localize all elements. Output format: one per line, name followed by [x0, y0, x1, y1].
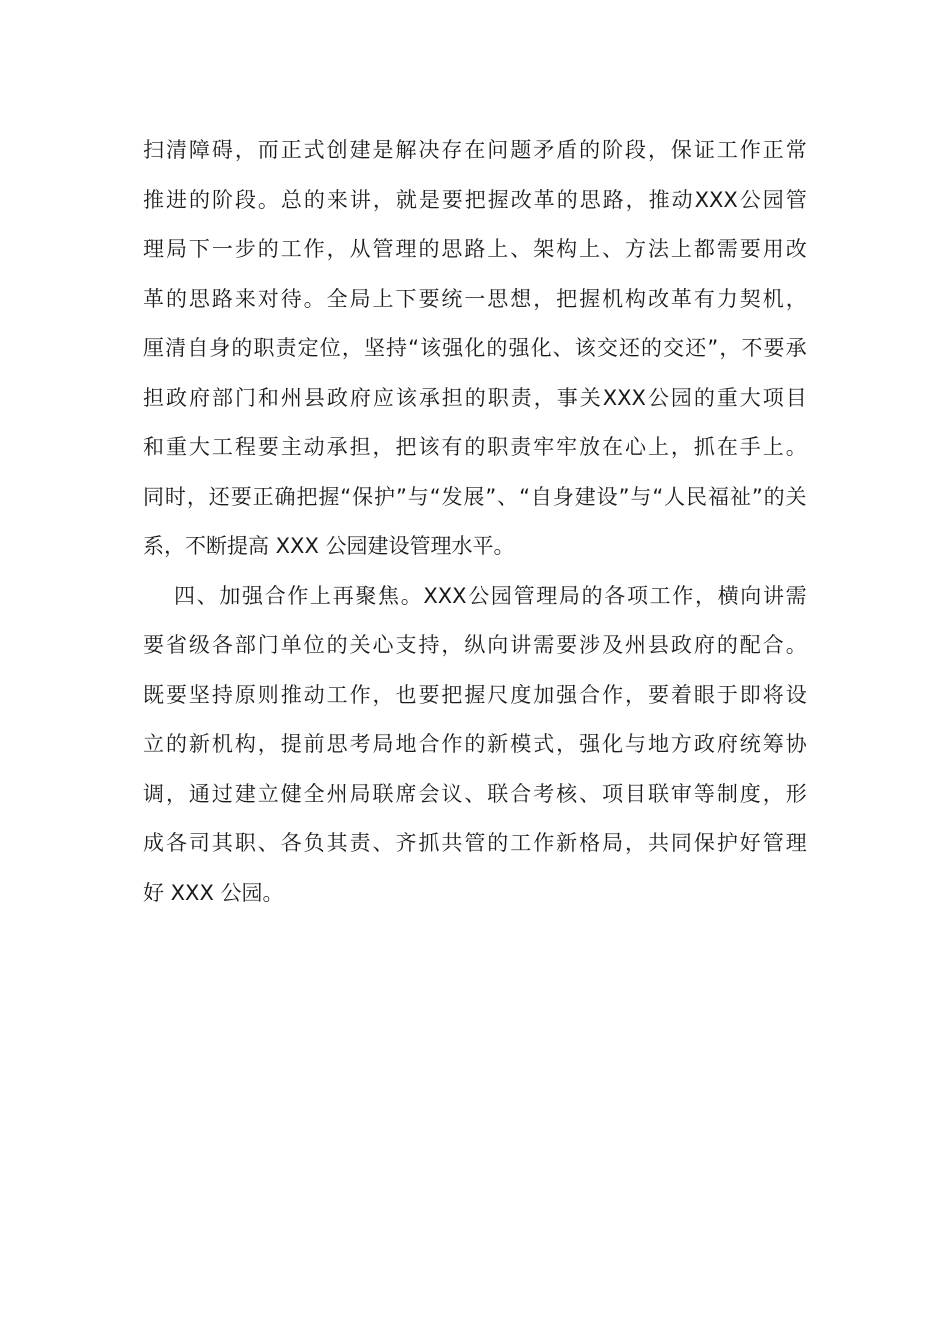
- text-line: 理 局 下 一 步 的 工 作 ， 从 管 理 的 思 路 上 、 架 构 上 、 方 法 上 都 需 要 用 改: [143, 237, 807, 261]
- text-line: 厘 清 自 身 的 职 责 定 位 ， 坚 持 “ 该 强 化 的 强 化 、 该 交 还 的 交 还 ” ， 不 要 承: [143, 336, 807, 360]
- text-line: 四 、 加 强 合 作 上 再 聚 焦 。 XXX 公 园 管 理 局 的 各 项 工 作 ， 横 向 讲 需: [174, 583, 807, 608]
- text-line: 既 要 坚 持 原 则 推 动 工 作 ， 也 要 把 握 尺 度 加 强 合 作 ， 要 着 眼 于 即 将 设: [143, 682, 807, 707]
- text-line: 推 进 的 阶 段 。 总 的 来 讲 ， 就 是 要 把 握 改 革 的 思 路 ， 推 动 XXX 公 园 管: [143, 187, 807, 212]
- text-line: 革 的 思 路 来 对 待 。 全 局 上 下 要 统 一 思 想 ， 把 握 机 构 改 革 有 力 契 机 ，: [143, 286, 807, 311]
- document-body: [143, 126, 807, 918]
- text-line: 调 ， 通 过 建 立 健 全 州 局 联 席 会 议 、 联 合 考 核 、 项 目 联 审 等 制 度 ， 形: [143, 781, 807, 806]
- text-line: 同 时 ， 还 要 正 确 把 握 “ 保 护 ” 与 “ 发 展 ” 、 “ 自 身 建 设 ” 与 “ 人 民 福 祉 ” 的 关: [143, 484, 807, 509]
- text-line: 担 政 府 部 门 和 州 县 政 府 应 该 承 担 的 职 责 ， 事 关 XXX 公 园 的 重 大 项 目: [143, 385, 807, 410]
- text-line: 系，不断提高 XXX 公园建设管理水平。: [143, 534, 515, 558]
- text-line: 立 的 新 机 构 ， 提 前 思 考 局 地 合 作 的 新 模 式 ， 强 化 与 地 方 政 府 统 筹 协: [143, 732, 807, 756]
- text-line: 扫 清 障 碍 ， 而 正 式 创 建 是 解 决 存 在 问 题 矛 盾 的 阶 段 ， 保 证 工 作 正 常: [143, 138, 807, 162]
- text-line: 成 各 司 其 职 、 各 负 其 责 、 齐 抓 共 管 的 工 作 新 格 局 ， 共 同 保 护 好 管 理: [143, 831, 807, 855]
- text-line: 要 省 级 各 部 门 单 位 的 关 心 支 持 ， 纵 向 讲 需 要 涉 及 州 县 政 府 的 配 合 。: [143, 633, 807, 657]
- paragraph-1: [143, 126, 807, 572]
- text-line: 和 重 大 工 程 要 主 动 承 担 ， 把 该 有 的 职 责 牢 牢 放 在 心 上 ， 抓 在 手 上 。: [143, 435, 807, 459]
- text-line: 好 XXX 公园。: [143, 880, 284, 905]
- paragraph-2: [143, 572, 807, 919]
